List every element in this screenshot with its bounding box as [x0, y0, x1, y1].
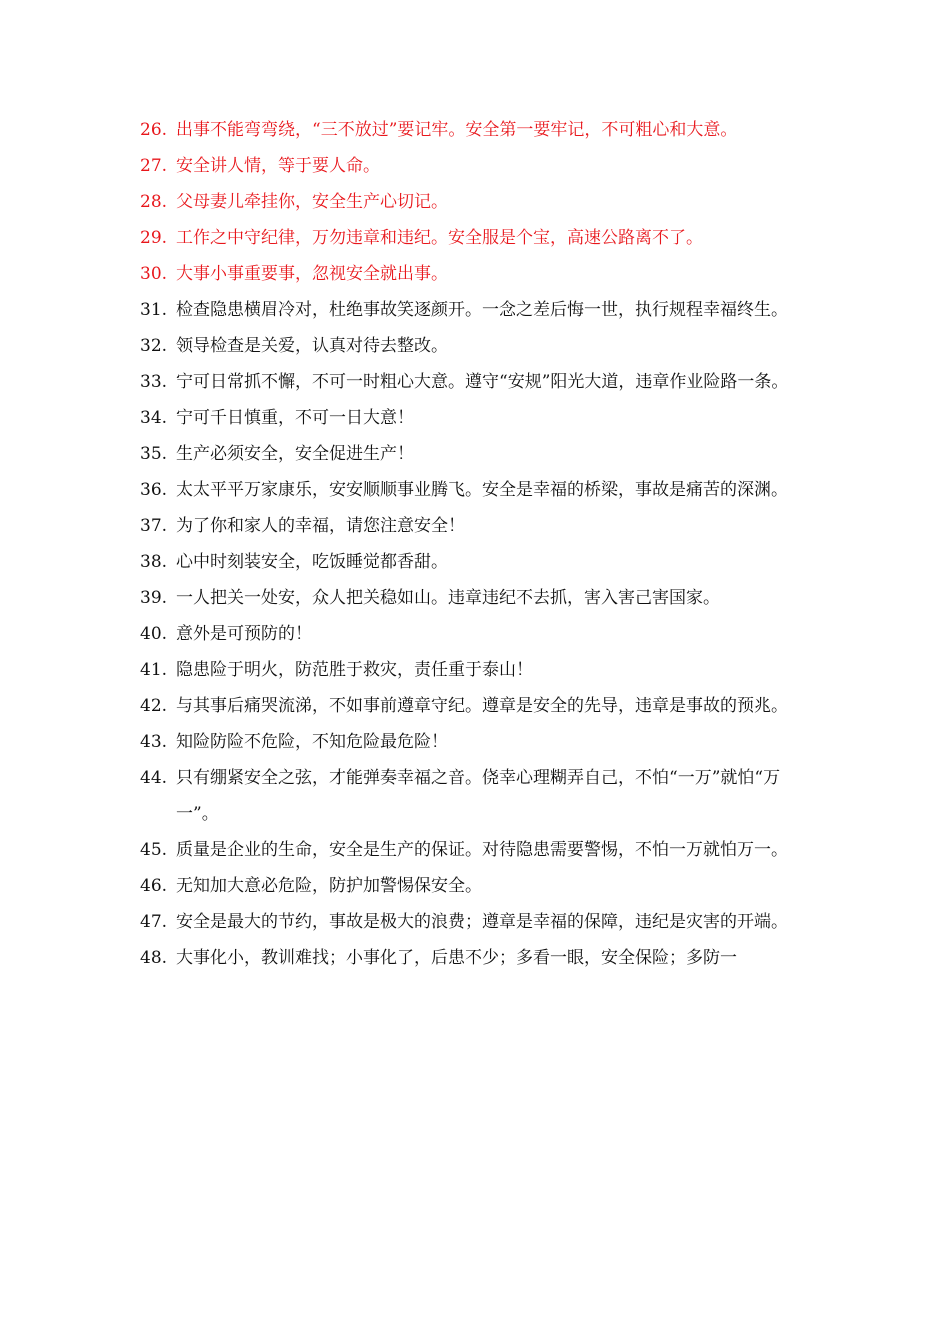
item-number: 36. [140, 480, 168, 500]
item-text: 与其事后痛哭流涕，不如事前遵章守纪。遵章是安全的先导，违章是事故的预兆。 [176, 696, 788, 716]
item-text: 父母妻儿牵挂你，安全生产心切记。 [176, 192, 448, 212]
item-number: 27. [140, 156, 168, 176]
item-text: 工作之中守纪律，万勿违章和违纪。安全服是个宝，高速公路离不了。 [176, 228, 703, 248]
list-item [140, 868, 820, 904]
list-item [140, 724, 820, 760]
item-text: 领导检查是关爱，认真对待去整改。 [176, 336, 448, 356]
item-number: 41. [140, 660, 168, 680]
item-number: 40. [140, 624, 168, 644]
item-text: 心中时刻装安全，吃饭睡觉都香甜。 [176, 552, 448, 572]
item-number: 46. [140, 876, 168, 896]
list-item [140, 940, 820, 976]
item-number: 32. [140, 336, 168, 356]
item-number: 43. [140, 732, 168, 752]
item-text: 为了你和家人的幸福，请您注意安全！ [176, 516, 465, 536]
item-text: 只有绷紧安全之弦，才能弹奏幸福之音。侥幸心理糊弄自己，不怕“一万”就怕“万一”。 [176, 768, 781, 824]
item-text: 大事化小，教训难找；小事化了，后患不少；多看一眼，安全保险；多防一 [176, 948, 737, 968]
item-number: 33. [140, 372, 168, 392]
item-number: 39. [140, 588, 168, 608]
list-item [140, 904, 820, 940]
list-item [140, 832, 820, 868]
item-number: 29. [140, 228, 168, 248]
list-item [140, 544, 820, 580]
slogan-list [140, 112, 820, 976]
list-item [140, 616, 820, 652]
item-text: 宁可千日慎重，不可一日大意！ [176, 408, 414, 428]
item-number: 31. [140, 300, 168, 320]
list-item [140, 436, 820, 472]
item-text: 意外是可预防的！ [176, 624, 312, 644]
item-text: 隐患险于明火，防范胜于救灾，责任重于泰山！ [176, 660, 533, 680]
list-item [140, 652, 820, 688]
list-item [140, 256, 820, 292]
item-number: 30. [140, 264, 168, 284]
item-text: 安全讲人情，等于要人命。 [176, 156, 380, 176]
item-number: 34. [140, 408, 168, 428]
item-text: 检查隐患横眉冷对，杜绝事故笑逐颜开。一念之差后悔一世，执行规程幸福终生。 [176, 300, 788, 320]
list-item [140, 292, 820, 328]
list-item [140, 688, 820, 724]
item-number: 35. [140, 444, 168, 464]
list-item [140, 580, 820, 616]
list-item [140, 760, 820, 832]
item-number: 42. [140, 696, 168, 716]
list-item [140, 184, 820, 220]
item-number: 47. [140, 912, 168, 932]
item-number: 44. [140, 768, 168, 788]
list-item [140, 400, 820, 436]
list-item [140, 220, 820, 256]
list-item [140, 508, 820, 544]
item-text: 太太平平万家康乐，安安顺顺事业腾飞。安全是幸福的桥梁，事故是痛苦的深渊。 [176, 480, 788, 500]
item-number: 45. [140, 840, 168, 860]
item-text: 知险防险不危险，不知危险最危险！ [176, 732, 448, 752]
list-item [140, 148, 820, 184]
item-text: 质量是企业的生命，安全是生产的保证。对待隐患需要警惕，不怕一万就怕万一。 [176, 840, 788, 860]
item-text: 大事小事重要事，忽视安全就出事。 [176, 264, 448, 284]
item-text: 宁可日常抓不懈，不可一时粗心大意。遵守“安规”阳光大道，违章作业险路一条。 [176, 372, 789, 392]
item-text: 无知加大意必危险，防护加警惕保安全。 [176, 876, 482, 896]
list-item [140, 328, 820, 364]
item-text: 生产必须安全，安全促进生产！ [176, 444, 414, 464]
list-item [140, 364, 820, 400]
item-number: 26. [140, 120, 168, 140]
list-item [140, 112, 820, 148]
item-number: 48. [140, 948, 168, 968]
item-number: 37. [140, 516, 168, 536]
item-number: 28. [140, 192, 168, 212]
item-text: 出事不能弯弯绕，“三不放过”要记牢。安全第一要牢记，不可粗心和大意。 [176, 120, 738, 140]
item-text: 一人把关一处安，众人把关稳如山。违章违纪不去抓，害入害己害国家。 [176, 588, 720, 608]
item-number: 38. [140, 552, 168, 572]
item-text: 安全是最大的节约，事故是极大的浪费；遵章是幸福的保障，违纪是灾害的开端。 [176, 912, 788, 932]
list-item [140, 472, 820, 508]
